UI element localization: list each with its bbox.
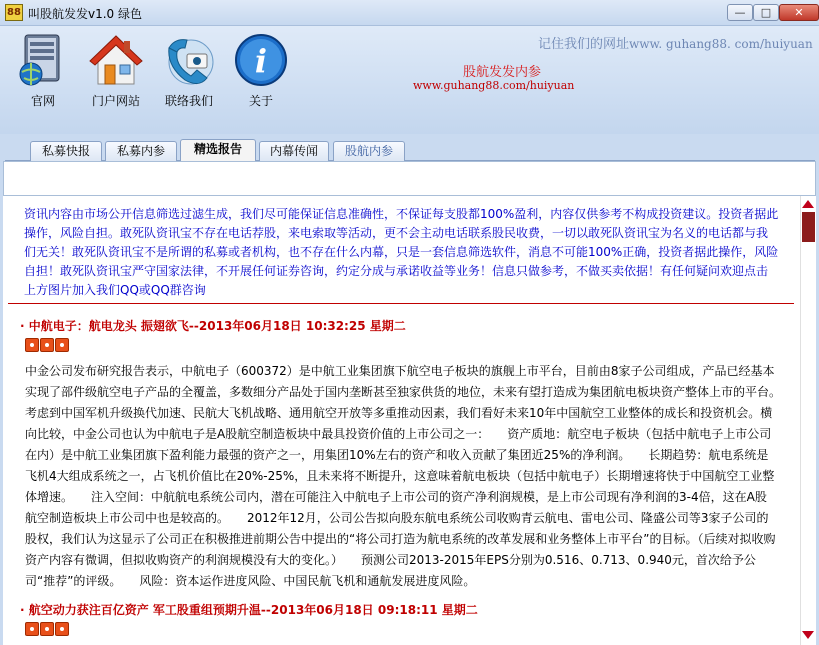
toolbar-label-portal: 门户网站 <box>91 94 140 108</box>
article-title[interactable] <box>20 317 406 334</box>
window-title: 叫股航发发v1.0 绿色 <box>28 7 143 21</box>
tab-selected-reports[interactable]: 精选报告 <box>180 139 256 161</box>
rating-stars <box>25 338 70 352</box>
house-icon <box>88 32 144 88</box>
vertical-scrollbar[interactable] <box>800 196 816 645</box>
star-icon <box>25 338 39 352</box>
scroll-up-icon[interactable] <box>802 200 814 208</box>
star-icon <box>55 338 69 352</box>
info-bar <box>3 161 816 196</box>
motto-text: 记住我们的网址 <box>538 37 630 52</box>
toolbar-label-contact: 联络我们 <box>164 94 213 108</box>
phone-icon <box>161 32 217 88</box>
article-title-text: 航空动力获注百亿资产 军工股重组预期升温--2013年06月18日 09:18:11 星期二 <box>28 603 478 617</box>
rating-stars <box>25 622 70 636</box>
article-title[interactable] <box>20 601 478 618</box>
toolbar-label-website: 官网 <box>30 94 55 108</box>
title-bar <box>0 0 819 26</box>
scroll-thumb[interactable] <box>802 212 815 242</box>
article-bullet: · <box>20 603 25 617</box>
close-button[interactable]: ✕ <box>779 4 819 21</box>
disclaimer-text[interactable]: 资讯内容由市场公开信息筛选过滤生成，我们尽可能保证信息准确性，不保证每支股都100%盈利，内容仅供参考不构成投资建议。投资者据此操作，风险自担。敢死队资讯宝不存在电话荐股，来电索取等活动，更不会主动电话联系股民收费，一切以敢死队资讯宝为名义的电话都与我们无关！敢死队资讯宝不是所谓的私募或者机构，也不存在什么内幕，只是一套信息筛选软件，消息不可能100%正确，投资者据此操作，风险自担！敢死队资讯宝严守国家法律，不开展任何证券咨询，约定分成与承诺收益等业务！信息只做参考，不做买卖依据！有任何疑问欢迎点击上方图片加入我们QQ或QQ群咨询 <box>24 207 779 297</box>
divider <box>8 303 794 304</box>
tab-private-insider[interactable]: 私募内参 <box>105 141 177 161</box>
toolbar-button-about[interactable] <box>226 32 296 109</box>
brand-title: 股航发发内参 <box>463 65 542 80</box>
article-body: 中金公司发布研究报告表示，中航电子（600372）是中航工业集团旗下航空电子板块的旗舰上市平台，目前由8家子公司组成，产品已经基本实现了部件级航空电子产品的全覆盖，多数细分产品处于国内垄断甚至独家供货的地位，未来有望打造成为集团航电板块资产整体上市的平台。 考虑到中国军机升级换代加速、民航大飞机战略、通用航空开放等多重推动因素，我们看好未来10年中国航空工业整体的成长和投资机会。横向比较，中金公司也认为中航电子是A股航空制造板块中最具投资价值的上市公司之一： 资产质地：航空电子板块（包括中航电子上市公司在内）是中航工业集团旗下盈利能力最强的资产之一，用集团10%左右的资产和收入贡献了集团近25%的净利润。 长期趋势：航电系统是飞机4大组成系统之一，占飞机价值比在20%-25%，且未来将不断提升，这意味着航电板块（包括中航电子）长期增速将快于中国航空工业整体增速。 注入空间：中航航电系统公司内，潜在可能注入中航电子上市公司的资产净利润规模，是上市公司现有净利润的3-4倍，这在A股航空制造板块上市公司中也是较高的。 2012年12月，公司公告拟向股东航电系统公司收购青云航电、雷电公司、隆盛公司等3家子公司的股权，我们认为这显示了公司正在积极推进前期公告中提出的“将公司打造为航电系统的改革发展和业务整体上市平台”的目标。（后续对拟收购资产内容有微调，但拟收购资产的利润规模没有大的变化。） 预测公司2013-2015年EPS分别为0.516、0.713、0.940元，首次给予公司“推荐”的评级。 风险：资本运作进度风险、中国民航飞机和通航发展进度风险。 <box>25 364 800 588</box>
star-icon <box>40 338 54 352</box>
minimize-button[interactable]: — <box>727 4 753 21</box>
tab-strip <box>0 134 819 161</box>
article-bullet: · <box>20 319 25 333</box>
maximize-button[interactable]: □ <box>753 4 779 21</box>
svg-text:i: i <box>254 42 268 80</box>
toolbar-button-portal[interactable] <box>81 32 151 109</box>
server-icon <box>15 32 71 88</box>
header <box>0 26 819 134</box>
toolbar-label-about: 关于 <box>248 94 273 108</box>
star-icon <box>40 622 54 636</box>
report-content <box>3 196 800 645</box>
toolbar-button-contact[interactable] <box>154 32 224 109</box>
toolbar-button-website[interactable] <box>8 32 78 109</box>
motto-url[interactable]: www. guhang88. com/huiyuan <box>629 37 813 51</box>
tab-guhang-insider[interactable]: 股航内参 <box>333 141 405 161</box>
star-icon <box>55 622 69 636</box>
info-icon <box>233 32 289 88</box>
article-title-text: 中航电子：航电龙头 振翅欲飞--2013年06月18日 10:32:25 星期二 <box>28 319 406 333</box>
app-icon: 88 <box>5 4 23 21</box>
star-icon <box>25 622 39 636</box>
site-motto <box>538 33 813 52</box>
tab-private-flash[interactable]: 私募快报 <box>30 141 102 161</box>
brand-url[interactable]: www.guhang88.com/huiyuan <box>413 79 575 92</box>
scroll-down-icon[interactable] <box>802 631 814 639</box>
tab-insider-rumors[interactable]: 内幕传闻 <box>259 141 329 161</box>
